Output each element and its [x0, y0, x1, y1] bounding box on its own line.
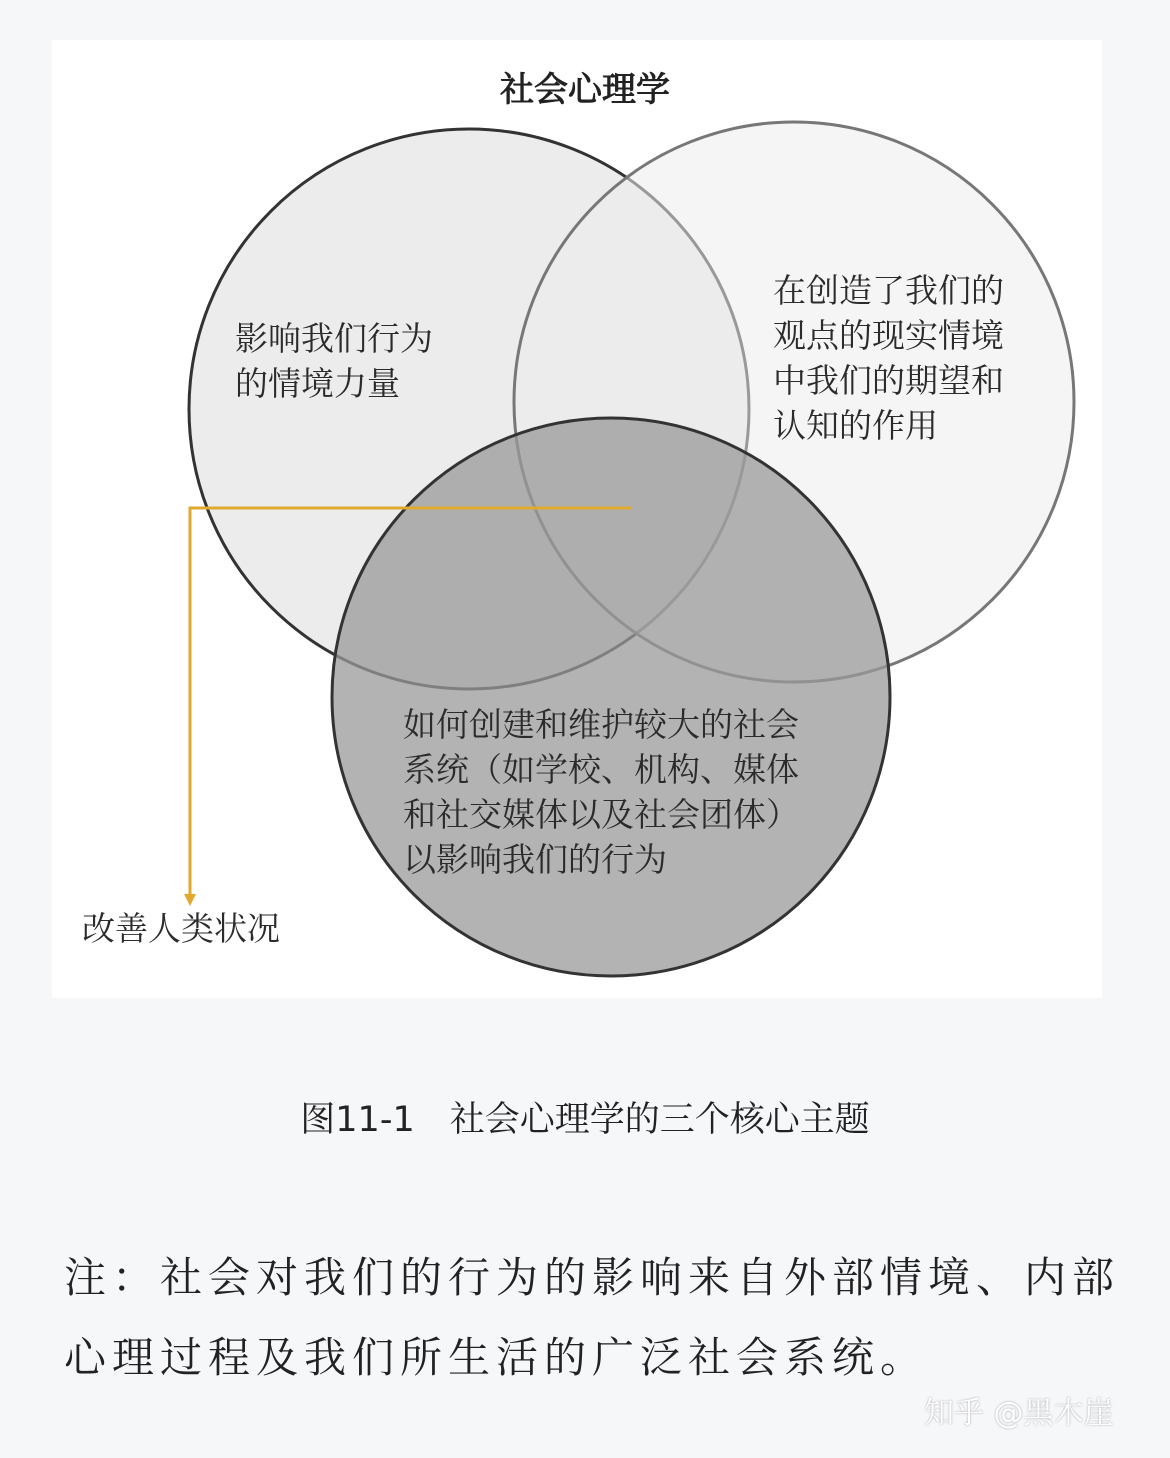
- label-line: 以影响我们的行为: [403, 840, 667, 879]
- label-line: 系统（如学校、机构、媒体: [403, 750, 799, 789]
- label-line: 中我们的期望和: [773, 361, 1004, 400]
- label-situation: [235, 316, 433, 406]
- circle-systems: [332, 418, 890, 976]
- label-line: 在创造了我们的: [773, 271, 1004, 310]
- label-line: 影响我们行为: [235, 319, 433, 358]
- figure-note: 注：社会对我们的行为的影响来自外部情境、内部心理过程及我们所生活的广泛社会系统。: [64, 1253, 1121, 1382]
- watermark: 知乎 @黑木崖: [924, 1396, 1114, 1431]
- label-systems: [403, 702, 799, 882]
- figure-caption: 图11-1 社会心理学的三个核心主题: [300, 1100, 870, 1140]
- label-line: 和社交媒体以及社会团体）: [403, 795, 799, 834]
- label-line: 认知的作用: [773, 406, 938, 445]
- label-cognition: [773, 268, 1004, 448]
- diagram-title: 社会心理学: [500, 70, 670, 110]
- label-line: 的情境力量: [235, 364, 400, 403]
- arrow-label: 改善人类状况: [82, 909, 280, 948]
- label-line: 如何创建和维护较大的社会: [403, 705, 799, 744]
- label-line: 观点的现实情境: [773, 316, 1004, 355]
